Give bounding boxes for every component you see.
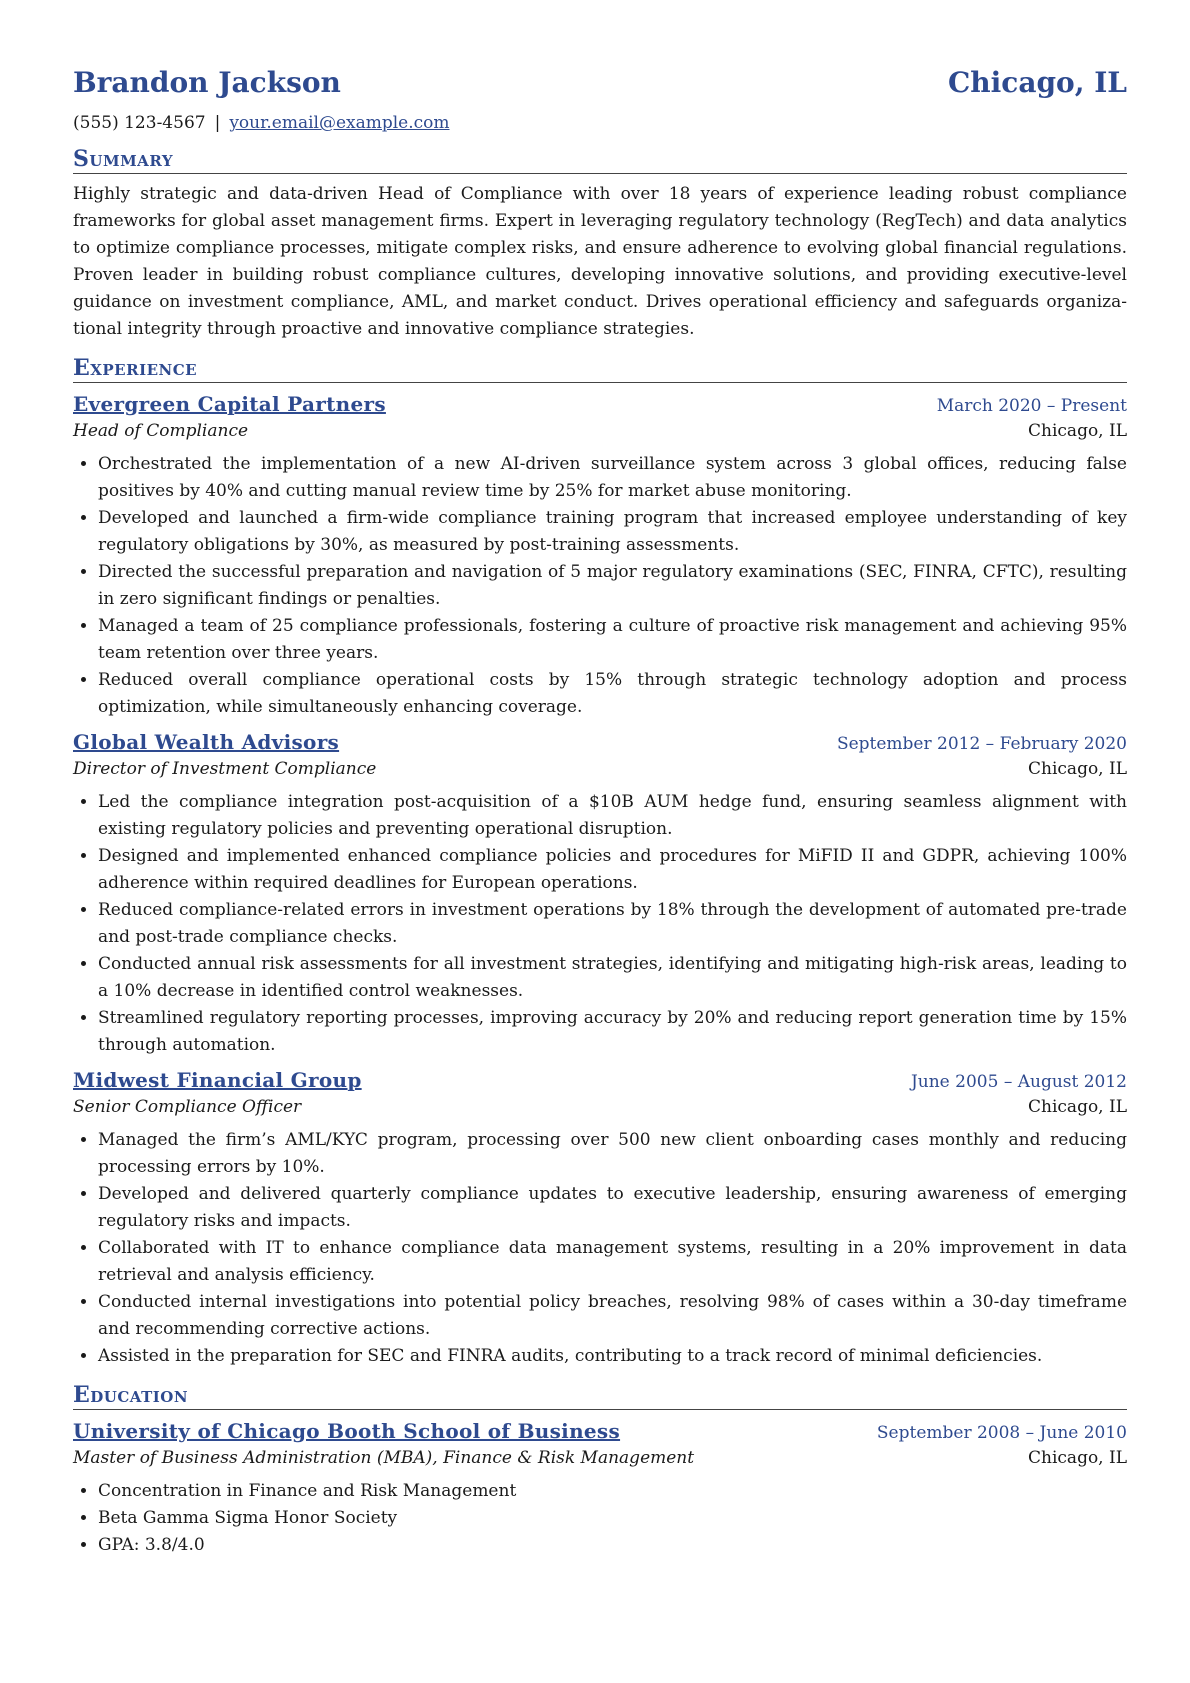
job-location: Chicago, IL — [1028, 421, 1127, 441]
company-link[interactable]: Midwest Financial Group — [73, 1068, 362, 1092]
bullet-item: • Streamlined regulatory reporting processes, improving accuracy by 20% and reducing report generation time by 15% through automation. — [98, 1005, 1127, 1059]
job-title: Senior Compliance Officer — [73, 1097, 302, 1117]
education-bullets — [73, 1478, 1127, 1559]
job-bullets — [73, 789, 1127, 1059]
degree-title: Master of Business Administration (MBA), Finance & Risk Management — [73, 1448, 695, 1468]
bullet-item: • Collaborated with IT to enhance compliance data management systems, resulting in a 20% improvement in data retrieval and analysis efficiency. — [98, 1235, 1127, 1289]
school-link[interactable]: University of Chicago Booth School of Business — [73, 1419, 621, 1443]
bullet-item: • Developed and launched a firm-wide compliance training program that increased employee understanding of key regulatory obligations by 30%, as measured by post-training assessments. — [98, 505, 1127, 559]
company-link[interactable]: Evergreen Capital Partners — [73, 392, 386, 416]
bullet-item: • Led the compliance integration post-acquisition of a $10B AUM hedge fund, ensuring seamless alignment with existing regulatory policies and preventing operational disruption. — [98, 789, 1127, 843]
summary-heading: Summary — [73, 146, 1127, 174]
summary-text: Highly strategic and data-driven Head of Compliance with over 18 years of experience leading robust compliance frameworks for global asset management firms. Expert in leveraging regulatory technology (RegTech) and data analytics to optimize compliance processes, mitigate complex risks, and ensure adherence to evolving global financial regulations. Proven leader in building robust compliance cultures, developing innovative solutions, and providing executive-level guidance on investment compliance, AML, and market conduct. Drives operational efficiency and safeguards organizational integrity through proactive and innovative compliance strategies. — [73, 184, 1127, 339]
email-link[interactable]: your.email@example.com — [229, 113, 450, 133]
bullet-item: • Assisted in the preparation for SEC and FINRA audits, contributing to a track record of minimal deficiencies. — [98, 1343, 1127, 1370]
phone-number: (555) 123-4567 — [73, 113, 206, 133]
job-dates: March 2020 – Present — [936, 396, 1127, 416]
bullet-item: • Developed and delivered quarterly compliance updates to executive leadership, ensuring awareness of emerging regulatory risks and impacts. — [98, 1181, 1127, 1235]
experience-heading: Experience — [73, 355, 1127, 383]
job-location: Chicago, IL — [1028, 759, 1127, 779]
job-entry — [73, 1068, 1127, 1370]
contact-separator: | — [214, 113, 221, 133]
bullet-item: • Conducted annual risk assessments for all investment strategies, identifying and mitigating high-risk areas, leading to a 10% decrease in identified control weaknesses. — [98, 951, 1127, 1005]
bullet-item: • GPA: 3.8/4.0 — [98, 1532, 1127, 1559]
job-title: Head of Compliance — [73, 421, 249, 441]
candidate-name: Brandon Jackson — [73, 66, 341, 99]
education-heading: Education — [73, 1382, 1127, 1410]
job-entry — [73, 730, 1127, 1059]
company-link[interactable]: Global Wealth Advisors — [73, 730, 340, 754]
education-dates: September 2008 – June 2010 — [876, 1423, 1127, 1443]
bullet-item: • Managed the firm’s AML/KYC program, processing over 500 new client onboarding cases monthly and reducing processing errors by 10%. — [98, 1127, 1127, 1181]
job-entry — [73, 392, 1127, 721]
bullet-item: • Managed a team of 25 compliance professionals, fostering a culture of proactive risk management and achieving 95% team retention over three years. — [98, 613, 1127, 667]
job-dates: June 2005 – August 2012 — [910, 1072, 1127, 1092]
job-location: Chicago, IL — [1028, 1097, 1127, 1117]
bullet-item: • Beta Gamma Sigma Honor Society — [98, 1505, 1127, 1532]
candidate-location: Chicago, IL — [947, 66, 1127, 99]
job-bullets — [73, 451, 1127, 721]
bullet-item: • Designed and implemented enhanced compliance policies and procedures for MiFID II and GDPR, achieving 100% adherence within required deadlines for European operations. — [98, 843, 1127, 897]
bullet-item: • Reduced overall compliance operational costs by 15% through strategic technology adoption and process optimization, while simultaneously enhancing coverage. — [98, 667, 1127, 721]
bullet-item: • Orchestrated the implementation of a new AI-driven surveillance system across 3 global offices, reducing false positives by 40% and cutting manual review time by 25% for market abuse monitoring. — [98, 451, 1127, 505]
education-entry — [73, 1419, 1127, 1559]
education-location: Chicago, IL — [1028, 1448, 1127, 1468]
job-dates: September 2012 – February 2020 — [836, 734, 1127, 754]
job-title: Director of Investment Compliance — [73, 759, 377, 779]
job-bullets — [73, 1127, 1127, 1370]
resume-header — [73, 64, 1127, 102]
contact-line — [73, 112, 1127, 134]
bullet-item: • Reduced compliance-related errors in investment operations by 18% through the development of automated pre-trade and post-trade compliance checks. — [98, 897, 1127, 951]
bullet-item: • Conducted internal investigations into potential policy breaches, resolving 98% of cases within a 30-day timeframe and recommending corrective actions. — [98, 1289, 1127, 1343]
bullet-item: • Concentration in Finance and Risk Management — [98, 1478, 1127, 1505]
bullet-item: • Directed the successful preparation and navigation of 5 major regulatory examinations (SEC, FINRA, CFTC), resulting in zero significant findings or penalties. — [98, 559, 1127, 613]
